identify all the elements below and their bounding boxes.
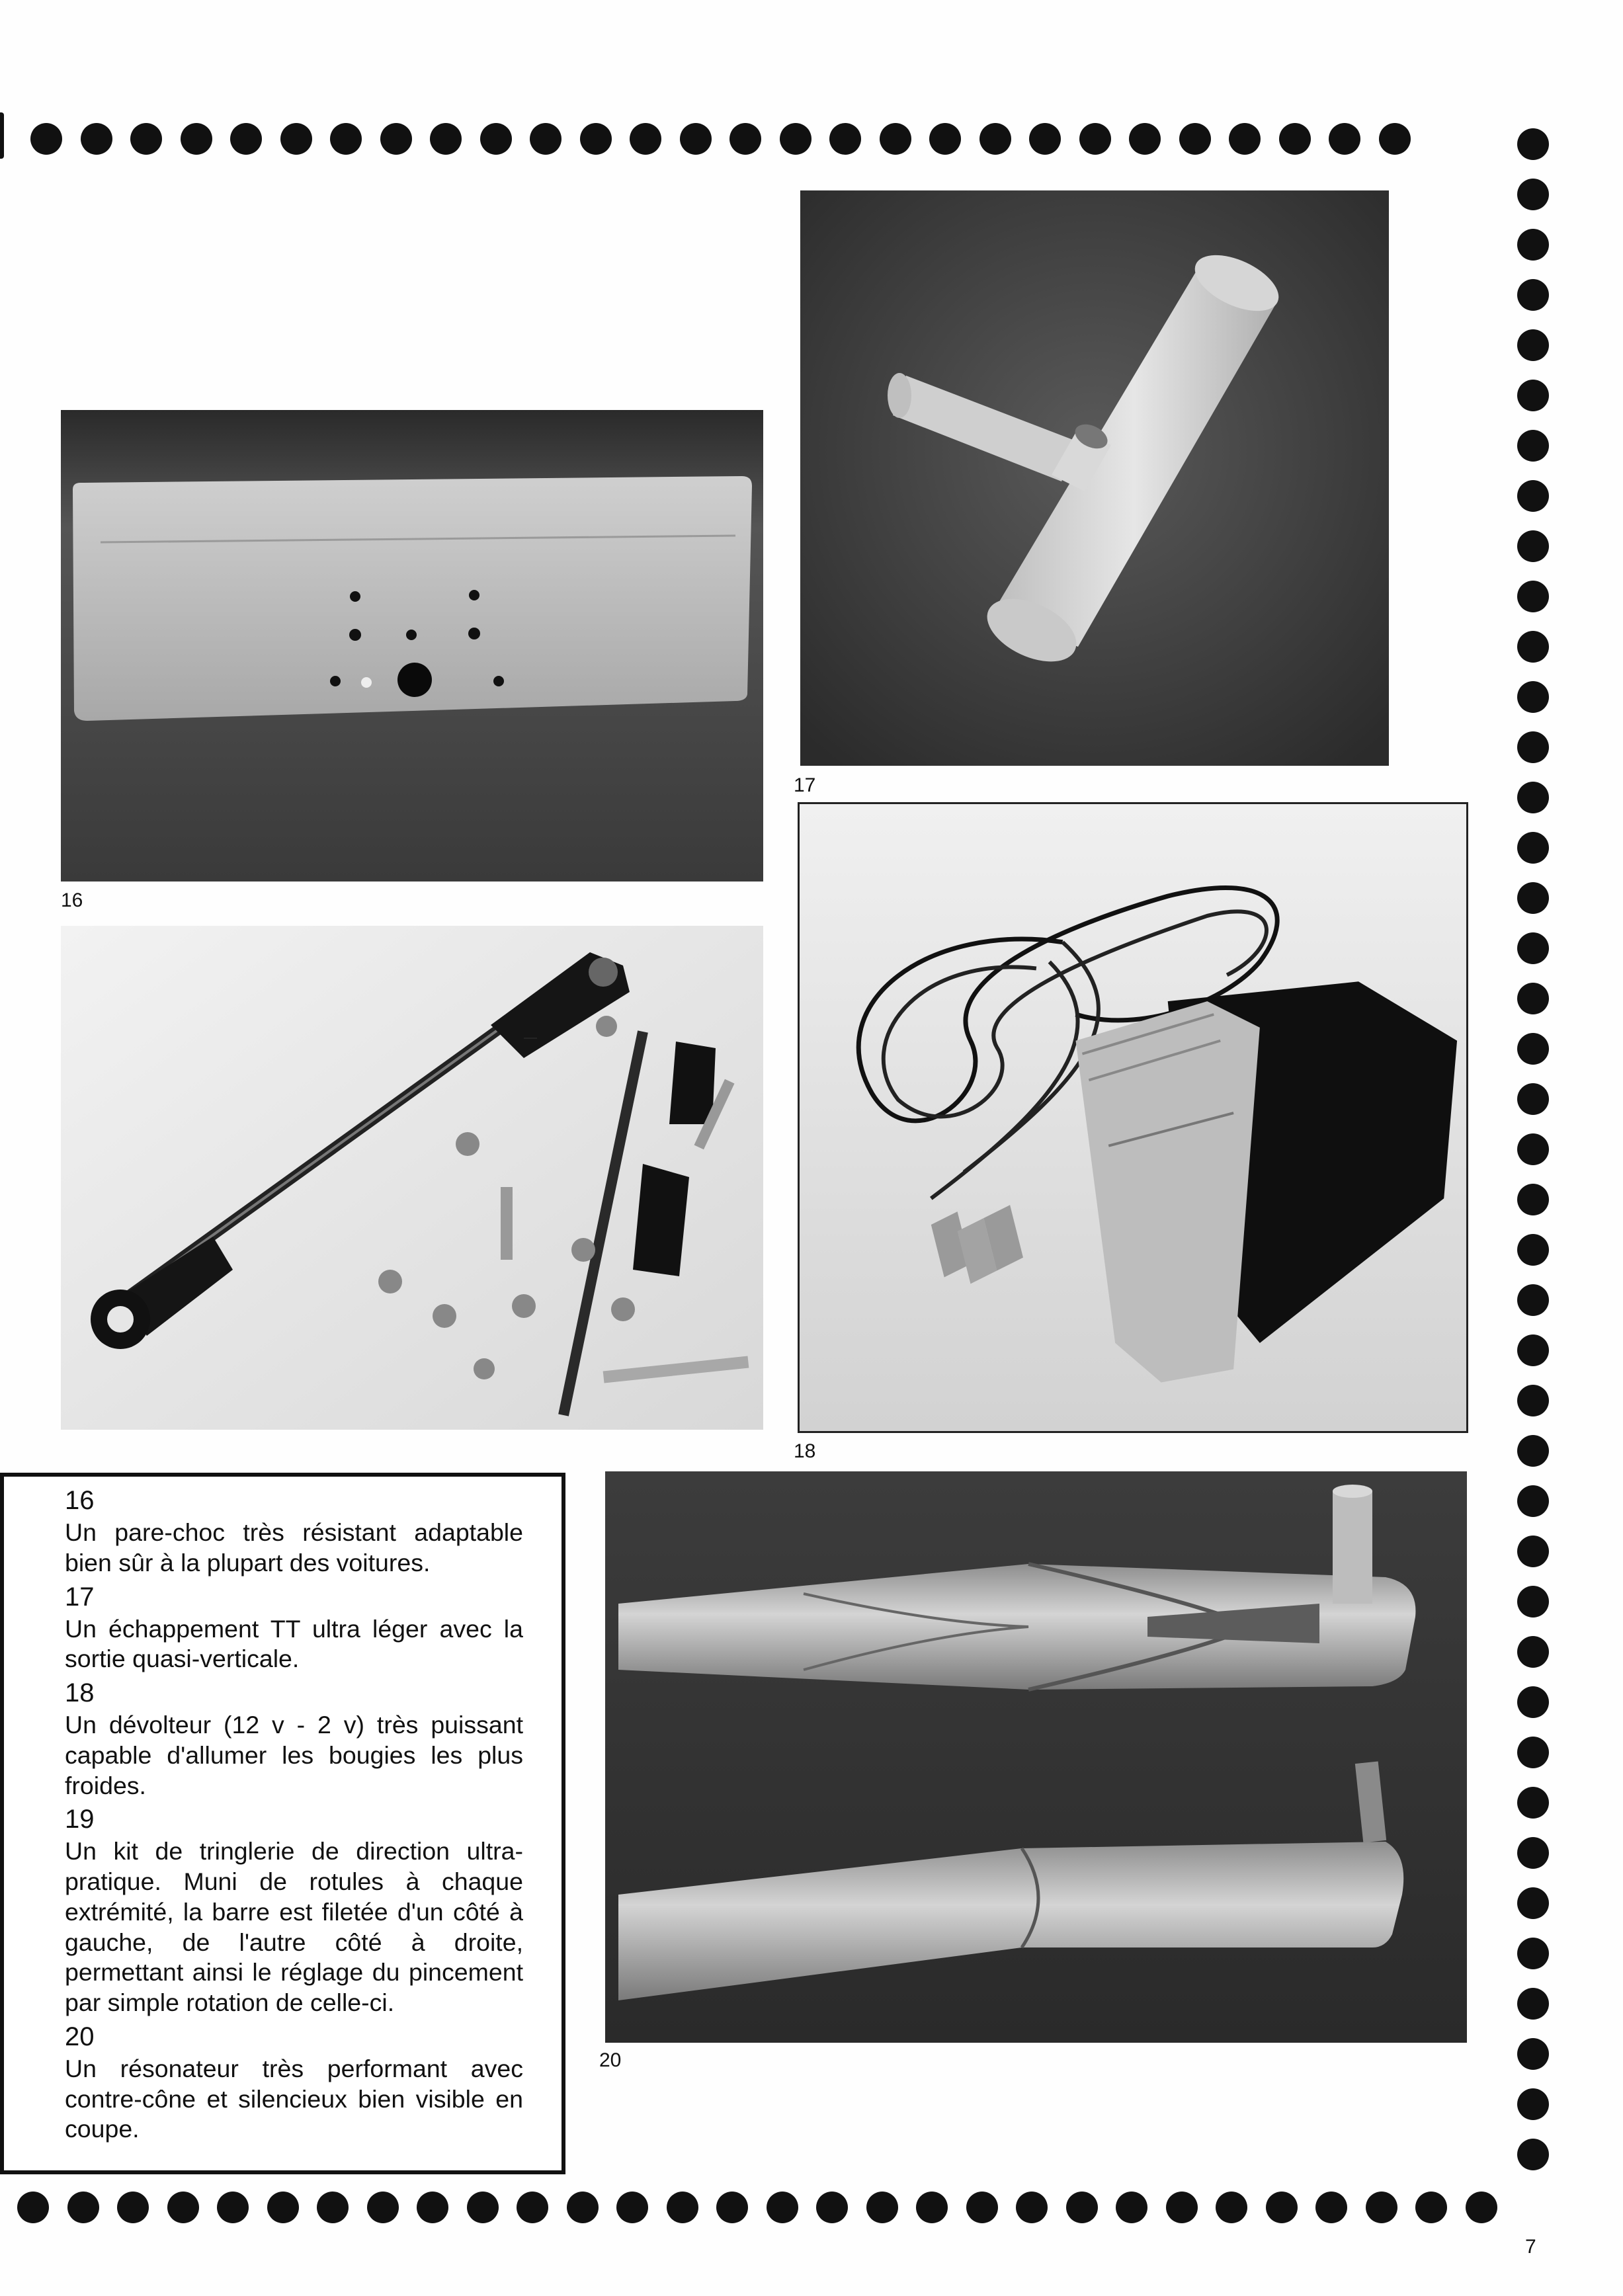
border-dot xyxy=(1517,1284,1549,1316)
border-dot xyxy=(1517,530,1549,562)
border-dot xyxy=(330,123,362,155)
border-dot xyxy=(767,2192,798,2223)
border-dot xyxy=(1517,1435,1549,1467)
photo-resonator xyxy=(605,1471,1467,2043)
border-dot xyxy=(1517,1837,1549,1869)
border-dot xyxy=(880,123,911,155)
border-dot xyxy=(780,123,812,155)
border-dot xyxy=(1517,1083,1549,1115)
border-dot xyxy=(117,2192,149,2223)
border-dot xyxy=(1517,581,1549,612)
border-dot xyxy=(1517,1536,1549,1567)
caption-box xyxy=(0,1473,565,2174)
border-dot xyxy=(230,123,262,155)
border-dot xyxy=(866,2192,898,2223)
border-dot xyxy=(1229,123,1261,155)
border-dot xyxy=(130,123,162,155)
caption-number: 19 xyxy=(65,1805,95,1834)
caption-number: 18 xyxy=(65,1678,95,1707)
border-dot xyxy=(1466,2192,1497,2223)
border-dot xyxy=(1517,2088,1549,2120)
caption-number: 16 xyxy=(65,1486,95,1515)
border-dot xyxy=(1415,2192,1447,2223)
border-dot xyxy=(1517,329,1549,361)
figure-number-18: 18 xyxy=(794,1440,816,1462)
border-dot xyxy=(417,2192,448,2223)
caption-number: 20 xyxy=(65,2022,95,2051)
border-dot xyxy=(1266,2192,1298,2223)
border-dot xyxy=(1517,1737,1549,1768)
border-dot xyxy=(380,123,412,155)
border-dot xyxy=(1517,1686,1549,1718)
border-dot xyxy=(1517,1938,1549,1969)
border-dot xyxy=(979,123,1011,155)
border-dot xyxy=(1517,1234,1549,1266)
border-dot xyxy=(1517,380,1549,411)
border-dot xyxy=(30,123,62,155)
border-dot xyxy=(1517,681,1549,713)
caption-text: Un résonateur très performant avec contre-cône et silencieux bien visible en coupe. xyxy=(65,2054,523,2143)
border-dot xyxy=(1517,1485,1549,1517)
border-dot xyxy=(680,123,712,155)
figure-number-20: 20 xyxy=(599,2049,622,2071)
border-dot xyxy=(1517,1385,1549,1416)
border-dot xyxy=(1129,123,1161,155)
border-dot xyxy=(1517,2139,1549,2170)
border-dot xyxy=(1366,2192,1397,2223)
border-dot xyxy=(1517,983,1549,1014)
border-dot xyxy=(317,2192,349,2223)
border-dot xyxy=(1517,430,1549,462)
border-dot xyxy=(517,2192,548,2223)
border-dot xyxy=(1379,123,1411,155)
border-dot xyxy=(1517,832,1549,864)
border-dot xyxy=(1517,932,1549,964)
border-dot xyxy=(81,123,112,155)
caption-entry-19 xyxy=(65,1805,523,2018)
border-dot xyxy=(1179,123,1211,155)
border-dot xyxy=(1016,2192,1048,2223)
border-dot xyxy=(1517,631,1549,663)
border-dot xyxy=(1517,782,1549,813)
border-dot xyxy=(1517,229,1549,261)
border-dot xyxy=(267,2192,299,2223)
border-dot xyxy=(929,123,961,155)
border-dot xyxy=(916,2192,948,2223)
border-dot xyxy=(1066,2192,1098,2223)
border-dot xyxy=(1517,179,1549,210)
border-dot xyxy=(1517,1787,1549,1819)
caption-text: Un pare-choc très résistant adaptable bien sûr à la plupart des voitures. xyxy=(65,1518,523,1577)
border-dot xyxy=(1517,1636,1549,1668)
border-dot xyxy=(580,123,612,155)
border-dot xyxy=(1517,128,1549,160)
border-dot xyxy=(630,123,661,155)
border-dot xyxy=(1116,2192,1147,2223)
page-number: 7 xyxy=(1525,2236,1536,2258)
border-dot xyxy=(480,123,512,155)
border-dot xyxy=(816,2192,848,2223)
caption-entry-17 xyxy=(65,1582,523,1675)
caption-text: Un kit de tringlerie de direction ultra-pratique. Muni de rotules à chaque extrémité, la barre est filetée d'un côté à gauche, de l'autre côté à droite, permettant ainsi le réglage du pincement par simple rotation de celle-ci. xyxy=(65,1837,523,2016)
border-dot xyxy=(467,2192,499,2223)
border-dot xyxy=(1517,1184,1549,1215)
border-dot xyxy=(1329,123,1360,155)
border-dot xyxy=(716,2192,748,2223)
border-dot xyxy=(1279,123,1311,155)
border-dot xyxy=(430,123,462,155)
photo-voltage-reducer xyxy=(798,802,1468,1433)
border-dot xyxy=(1517,1586,1549,1618)
border-dot xyxy=(966,2192,998,2223)
border-dot xyxy=(1517,2038,1549,2070)
border-dot xyxy=(1315,2192,1347,2223)
border-dot xyxy=(1166,2192,1198,2223)
figure-number-17: 17 xyxy=(794,774,816,796)
border-dot xyxy=(67,2192,99,2223)
border-dot xyxy=(1517,279,1549,311)
caption-entry-16 xyxy=(65,1486,523,1578)
border-dot xyxy=(567,2192,599,2223)
caption-entry-18 xyxy=(65,1678,523,1801)
border-dot xyxy=(217,2192,249,2223)
border-dot xyxy=(1216,2192,1247,2223)
border-dot xyxy=(530,123,562,155)
figure-number-16: 16 xyxy=(61,889,83,911)
border-dot xyxy=(181,123,212,155)
border-dot xyxy=(1517,1334,1549,1366)
border-dot xyxy=(1517,1133,1549,1165)
photo-bumper xyxy=(61,410,763,882)
border-dot xyxy=(1517,1988,1549,2020)
border-dot xyxy=(1517,1887,1549,1919)
border-dot xyxy=(1517,480,1549,512)
border-dot xyxy=(367,2192,399,2223)
photo-steering-linkage xyxy=(61,926,763,1430)
caption-text: Un échappement TT ultra léger avec la sortie quasi-verticale. xyxy=(65,1614,523,1673)
border-dot xyxy=(729,123,761,155)
border-dot xyxy=(829,123,861,155)
border-dot xyxy=(1029,123,1061,155)
border-dot xyxy=(1517,882,1549,914)
caption-number: 17 xyxy=(65,1582,95,1612)
border-dot xyxy=(280,123,312,155)
border-dot xyxy=(167,2192,199,2223)
border-dot xyxy=(1517,731,1549,763)
border-dot xyxy=(1517,1033,1549,1065)
border-dot xyxy=(1079,123,1111,155)
border-dot xyxy=(667,2192,698,2223)
caption-text: Un dévolteur (12 v - 2 v) très puissant capable d'allumer les bougies les plus froides. xyxy=(65,1711,523,1799)
binding-mark xyxy=(0,112,4,159)
photo-exhaust xyxy=(800,190,1389,766)
border-dot xyxy=(616,2192,648,2223)
caption-entry-20 xyxy=(65,2022,523,2145)
border-dot xyxy=(17,2192,49,2223)
